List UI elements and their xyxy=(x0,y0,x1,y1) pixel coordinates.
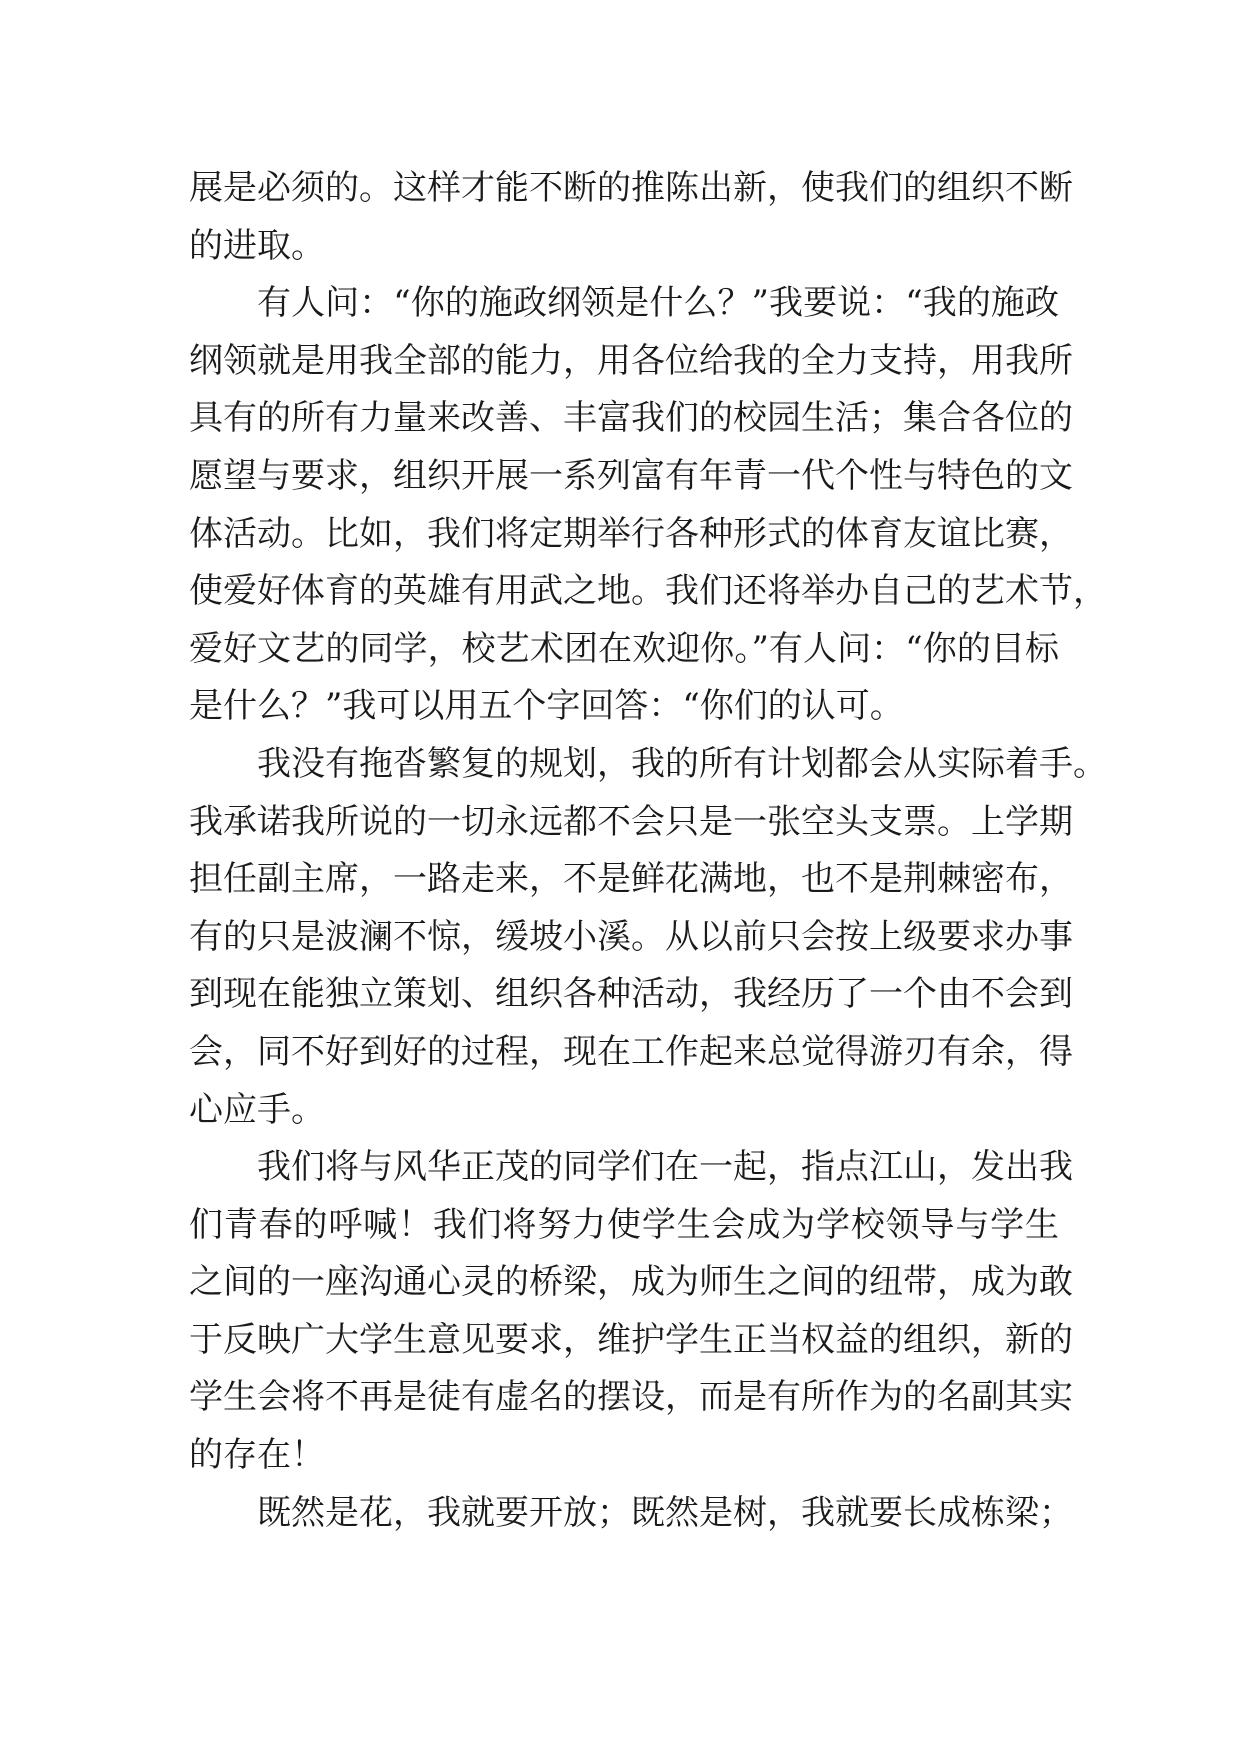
body-text xyxy=(189,160,1107,1542)
text-line: 愿望与要求，组织开展一系列富有年青一代个性与特色的文 xyxy=(189,455,1073,496)
text-line: 之间的一座沟通心灵的桥梁，成为师生之间的纽带，成为敢 xyxy=(189,1262,1073,1303)
text-line: 会，同不好到好的过程，现在工作起来总觉得游刃有余，得 xyxy=(189,1031,1073,1072)
text-line: 担任副主席，一路走来，不是鲜花满地，也不是荆棘密布， xyxy=(189,859,1073,900)
text-line: 有的只是波澜不惊，缓坡小溪。从以前只会按上级要求办事 xyxy=(189,916,1073,957)
text-line: 爱好文艺的同学，校艺术团在欢迎你。”有人问：“你的目标 xyxy=(189,628,1059,669)
text-line: 纲领就是用我全部的能力，用各位给我的全力支持，用我所 xyxy=(189,340,1073,381)
text-line: 心应手。 xyxy=(189,1089,325,1130)
text-line: 体活动。比如，我们将定期举行各种形式的体育友谊比赛， xyxy=(189,513,1073,554)
paragraph-start-line: 我没有拖沓繁复的规划，我的所有计划都会从实际着手。 xyxy=(257,743,1107,784)
text-line: 是什么？”我可以用五个字回答：“你们的认可。 xyxy=(189,686,904,727)
text-line: 我承诺我所说的一切永远都不会只是一张空头支票。上学期 xyxy=(189,801,1073,842)
text-line: 具有的所有力量来改善、丰富我们的校园生活；集合各位的 xyxy=(189,398,1073,439)
text-line: 于反映广大学生意见要求，维护学生正当权益的组织，新的 xyxy=(189,1319,1073,1360)
paragraph-start-line: 既然是花，我就要开放；既然是树，我就要长成栋梁； xyxy=(257,1492,1073,1533)
text-line: 到现在能独立策划、组织各种活动，我经历了一个由不会到 xyxy=(189,974,1073,1015)
text-line: 展是必须的。这样才能不断的推陈出新，使我们的组织不断 xyxy=(189,168,1073,208)
text-line: 的进取。 xyxy=(189,225,325,266)
text-line: 的存在！ xyxy=(189,1435,325,1476)
text-line: 使爱好体育的英雄有用武之地。我们还将举办自己的艺术节， xyxy=(189,571,1107,612)
text-line: 学生会将不再是徒有虚名的摆设，而是有所作为的名副其实 xyxy=(189,1377,1073,1418)
text-line: 们青春的呼喊！我们将努力使学生会成为学校领导与学生 xyxy=(189,1204,1059,1245)
paragraph-start-line: 有人问：“你的施政纲领是什么？”我要说：“我的施政 xyxy=(257,283,1059,324)
paragraph-start-line: 我们将与风华正茂的同学们在一起，指点江山，发出我 xyxy=(257,1147,1073,1188)
